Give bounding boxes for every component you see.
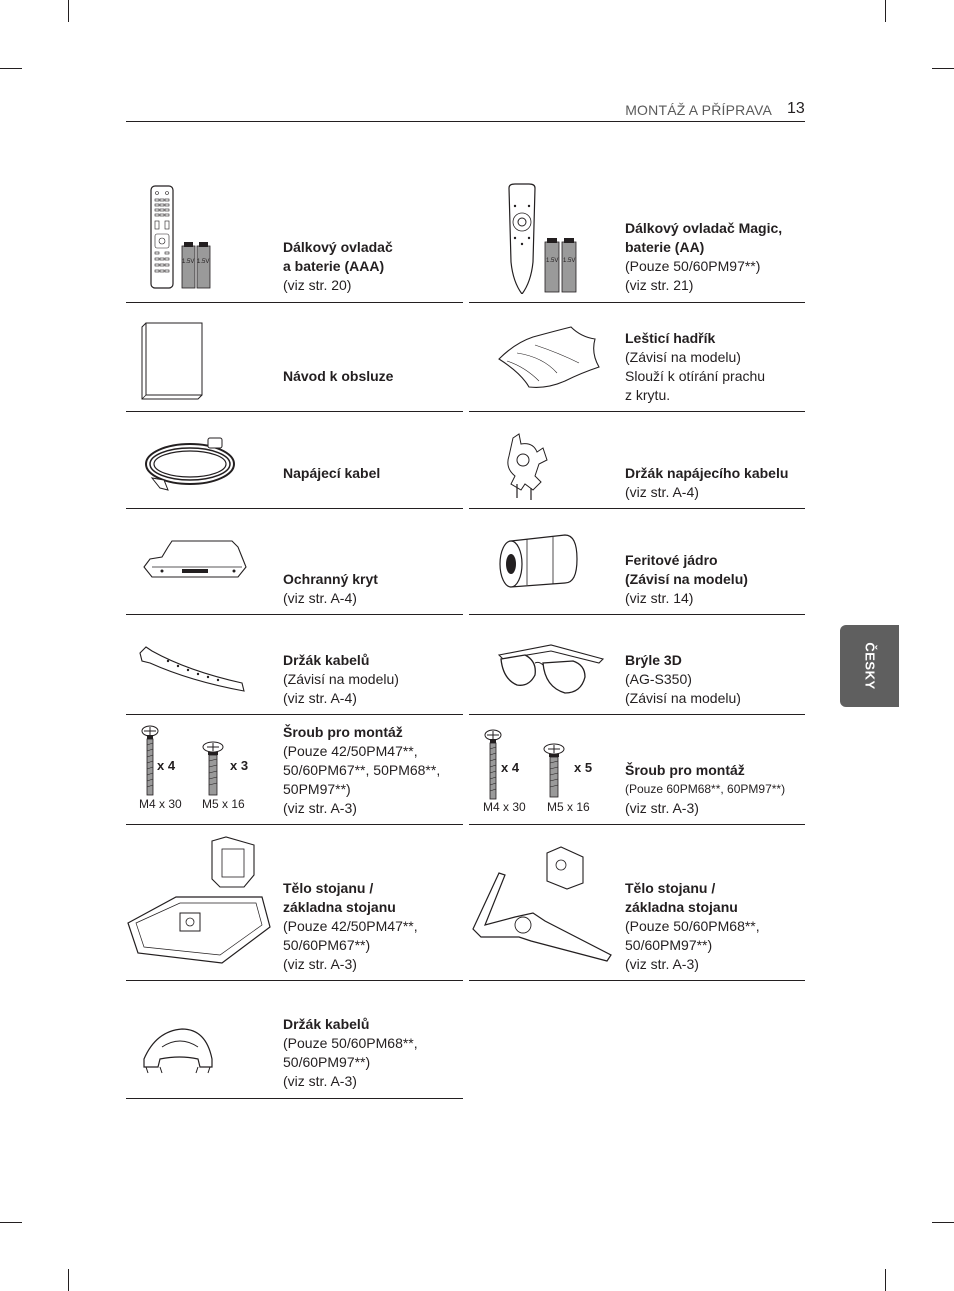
item-name: Dálkový ovladač <box>283 239 393 255</box>
item-note: z krytu. <box>625 387 671 403</box>
language-tab <box>840 625 899 707</box>
item-ferrite-core <box>469 509 805 615</box>
item-note: (Závisí na modelu) <box>625 690 741 706</box>
screw-size: M5 x 16 <box>547 800 590 814</box>
item-name: Dálkový ovladač Magic, <box>625 220 783 236</box>
screw-quantity: x 4 <box>157 758 176 773</box>
item-name: Tělo stojanu / <box>625 880 716 896</box>
screw-m5-icon <box>541 743 567 799</box>
item-name: Držák kabelů <box>283 1016 370 1032</box>
protective-cover-icon <box>142 537 250 589</box>
screw-quantity: x 4 <box>501 760 520 775</box>
page-number: 13 <box>787 100 805 117</box>
manual-book-icon <box>140 321 204 401</box>
item-screws-right <box>469 715 805 825</box>
crop-mark <box>68 0 69 22</box>
screw-quantity: x 3 <box>230 758 249 773</box>
battery-label: 1.5V <box>563 258 576 264</box>
cable-tie-icon <box>138 641 248 693</box>
item-power-cable-holder <box>469 412 805 509</box>
item-note: (Pouze 50/60PM68**, <box>625 918 760 934</box>
power-cable-icon <box>142 432 246 500</box>
item-note: 50/60PM67**) <box>283 937 371 953</box>
item-name: Držák kabelů <box>283 652 370 668</box>
item-name: Šroub pro montáž <box>625 762 745 778</box>
crop-mark <box>68 1269 69 1291</box>
item-note: 50/60PM97**) <box>283 1054 371 1070</box>
item-magic-remote <box>469 170 805 303</box>
crop-mark <box>0 68 22 69</box>
item-name: Tělo stojanu / <box>283 880 374 896</box>
item-screws-left <box>126 715 463 825</box>
item-name: Brýle 3D <box>625 652 682 668</box>
item-note: 50/60PM67**, 50PM68**, <box>283 762 441 778</box>
item-note: (AG-S350) <box>625 671 692 687</box>
battery-label: 1.5V <box>182 259 195 265</box>
item-note: (viz str. 14) <box>625 590 694 606</box>
item-note: (Pouze 50/60PM97**) <box>625 258 761 274</box>
battery-label: 1.5V <box>197 259 210 265</box>
item-remote <box>126 170 463 303</box>
3d-glasses-icon <box>495 633 607 701</box>
item-protective-cover <box>126 509 463 615</box>
item-note: (Pouze 42/50PM47**, <box>283 743 418 759</box>
item-note: (Pouze 60PM68**, 60PM97**) <box>625 782 786 796</box>
item-name: základna stojanu <box>283 899 396 915</box>
item-power-cable <box>126 412 463 509</box>
item-note: (viz str. A-4) <box>283 690 357 706</box>
item-cloth <box>469 303 805 412</box>
item-note: (viz str. A-4) <box>283 590 357 606</box>
stand-base-icon <box>126 835 272 969</box>
item-3d-glasses <box>469 615 805 715</box>
cable-holder-icon <box>140 1025 216 1075</box>
item-note: 50/60PM97**) <box>625 937 713 953</box>
crop-mark <box>932 1222 954 1223</box>
item-name: Držák napájecího kabelu <box>625 465 789 481</box>
item-stand-left <box>126 825 463 981</box>
cable-holder-clip-icon <box>503 432 553 502</box>
item-note: 50PM97**) <box>283 781 351 797</box>
item-name: základna stojanu <box>625 899 738 915</box>
item-note: (Závisí na modelu) <box>283 671 399 687</box>
magic-remote-icon <box>505 182 585 294</box>
item-name: Návod k obsluze <box>283 368 394 384</box>
item-name: Lešticí hadřík <box>625 330 716 346</box>
screw-size: M5 x 16 <box>202 797 245 811</box>
row-divider <box>126 1098 463 1099</box>
screw-size: M4 x 30 <box>139 797 182 811</box>
item-stand-right <box>469 825 805 981</box>
item-note: (viz str. 21) <box>625 277 694 293</box>
item-name: (Závisí na modelu) <box>625 571 748 587</box>
crop-mark <box>0 1222 22 1223</box>
ferrite-core-icon <box>497 529 581 593</box>
section-title: MONTÁŽ A PŘÍPRAVA <box>625 102 772 118</box>
crop-mark <box>885 0 886 22</box>
polishing-cloth-icon <box>495 323 605 393</box>
crop-mark <box>885 1269 886 1291</box>
stand-base-icon <box>471 845 617 967</box>
item-name: baterie (AA) <box>625 239 705 255</box>
screw-quantity: x 5 <box>574 760 593 775</box>
item-name: Šroub pro montáž <box>283 724 403 740</box>
item-note: (Závisí na modelu) <box>625 349 741 365</box>
item-name: a baterie (AAA) <box>283 258 385 274</box>
item-note: (viz str. A-3) <box>625 956 699 972</box>
screw-size: M4 x 30 <box>483 800 526 814</box>
crop-mark <box>932 68 954 69</box>
item-note: (Pouze 42/50PM47**, <box>283 918 418 934</box>
item-note: (viz str. 20) <box>283 277 352 293</box>
item-note: Slouží k otírání prachu <box>625 368 766 384</box>
item-name: Napájecí kabel <box>283 465 381 481</box>
row-divider <box>469 980 805 981</box>
item-name: Feritové jádro <box>625 552 718 568</box>
battery-label: 1.5V <box>546 258 559 264</box>
remote-control-icon <box>146 184 241 292</box>
item-note: (viz str. A-3) <box>283 1073 357 1089</box>
item-cable-holder <box>126 981 463 1099</box>
language-tab-label: ČESKY <box>862 642 877 690</box>
item-note: (Pouze 50/60PM68**, <box>283 1035 418 1051</box>
header-rule <box>126 121 805 122</box>
item-note: (viz str. A-3) <box>625 800 699 816</box>
item-cable-tie <box>126 615 463 715</box>
item-name: Ochranný kryt <box>283 571 378 587</box>
item-note: (viz str. A-4) <box>625 484 699 500</box>
item-note: (viz str. A-3) <box>283 956 357 972</box>
screw-m5-icon <box>200 741 226 797</box>
item-note: (viz str. A-3) <box>283 800 357 816</box>
item-manual <box>126 303 463 412</box>
